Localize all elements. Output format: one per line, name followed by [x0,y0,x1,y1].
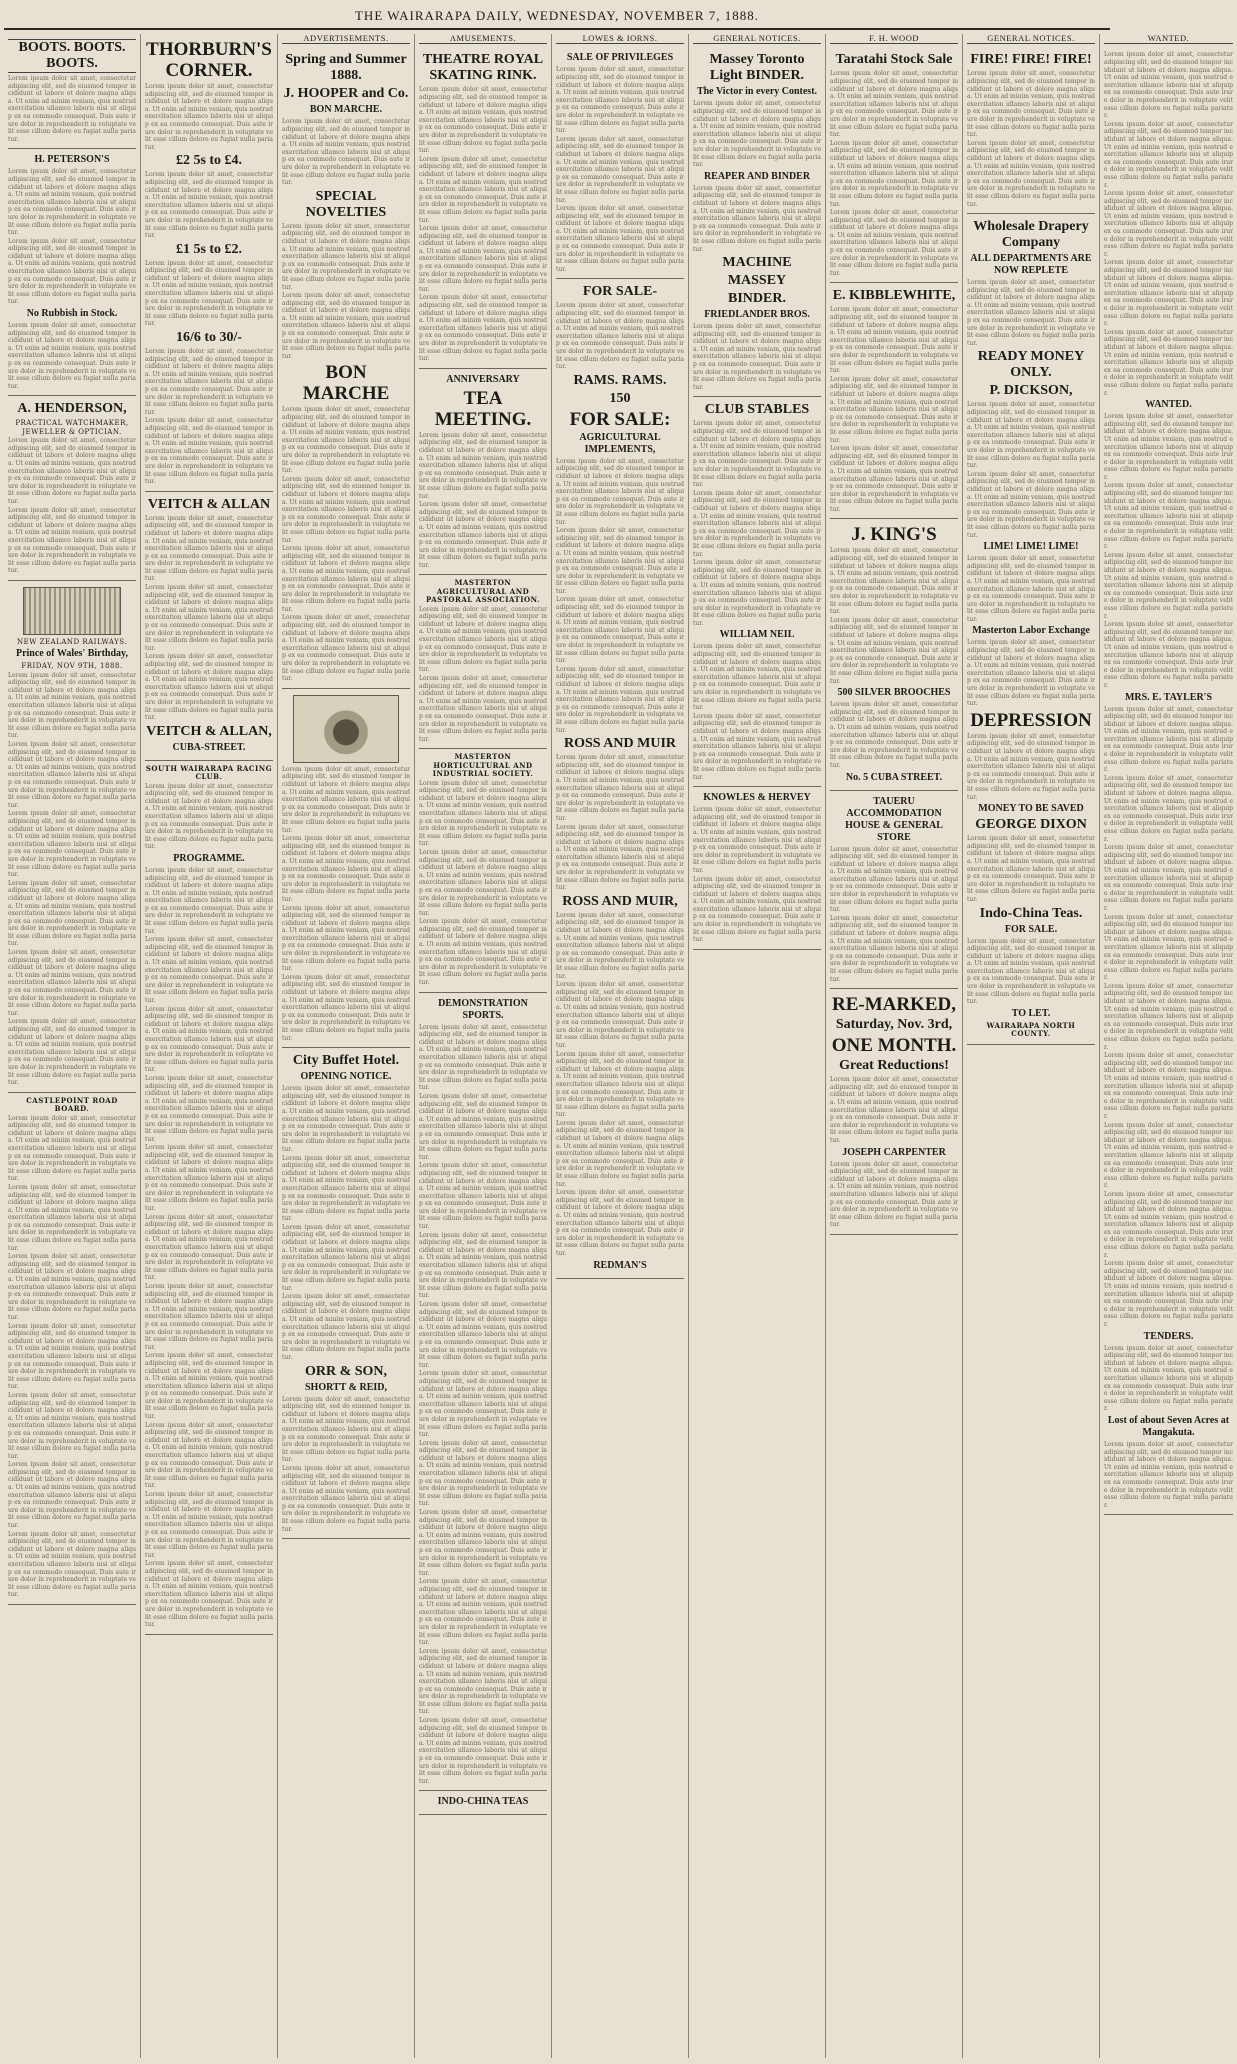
filler-text: Lorem ipsum dolor sit amet, consectetur adipiscing elit, sed do eiusmod tempor incididunt ut labore et dolore magna aliqua. Ut enim ad minim veniam, quis nostrud exercitation ullamco laboris nisi ut aliquip ex ea commodo consequat. Duis aute irure dolor in reprehenderit in voluptate velit esse cillum dolore eu fugiat nulla pariatur. [419,1370,547,1439]
filler-text: Lorem ipsum dolor sit amet, consectetur adipiscing elit, sed do eiusmod tempor incididunt ut labore et dolore magna aliqua. Ut enim ad minim veniam, quis nostrud exercitation ullamco laboris nisi ut aliquip ex ea commodo consequat. Duis aute irure dolor in reprehenderit in voluptate velit esse cillum dolore eu fugiat nulla pariatur. [282,1395,410,1464]
filler-text: Lorem ipsum dolor sit amet, consectetur adipiscing elit, sed do eiusmod tempor incididunt ut labore et dolore magna aliqua. Ut enim ad minim veniam, quis nostrud exercitation ullamco laboris nisi ut aliquip ex ea commodo consequat. Duis aute irure dolor in reprehenderit in voluptate velit esse cillum dolore eu fugiat nulla pariatur. [693,420,821,489]
filler-text: Lorem ipsum dolor sit amet, consectetur adipiscing elit, sed do eiusmod tempor incididunt ut labore et dolore magna aliqua. Ut enim ad minim veniam, quis nostrud exercitation ullamco laboris nisi ut aliquip ex ea commodo consequat. Duis aute irure dolor in reprehenderit in voluptate velit esse cillum dolore eu fugiat nulla pariatur. [8,1114,136,1183]
filler-text: Lorem ipsum dolor sit amet, consectetur adipiscing elit, sed do eiusmod tempor incididunt ut labore et dolore magna aliqua. Ut enim ad minim veniam, quis nostrud exercitation ullamco laboris nisi ut aliquip ex ea commodo consequat. Duis aute irure dolor in reprehenderit in voluptate velit esse cillum dolore eu fugiat nulla pariatur. [830,914,958,983]
buffet-heading: City Buffet Hotel. [292,1053,400,1069]
filler-text: Lorem ipsum dolor sit amet, consectetur adipiscing elit, sed do eiusmod tempor incididunt ut labore et dolore magna aliqua. Ut enim ad minim veniam, quis nostrud exercitation ullamco laboris nisi ut aliquip ex ea commodo consequat. Duis aute irure dolor in reprehenderit in voluptate velit esse cillum dolore eu fugiat nulla pariatur. [282,222,410,291]
ad-tea [419,369,547,576]
filler-text: Lorem ipsum dolor sit amet, consectetur adipiscing elit, sed do eiusmod tempor incididunt ut labore et dolore magna aliqua. Ut enim ad minim veniam, quis nostrud exercitation ullamco laboris nisi ut aliquip ex ea commodo consequat. Duis aute irure dolor in reprehenderit in voluptate velit esse cillum dolore eu fugiat nulla pariatur. [282,475,410,544]
rams-heading: RAMS. RAMS. [573,372,667,388]
filler-text: Lorem ipsum dolor sit amet, consectetur adipiscing elit, sed do eiusmod tempor incididunt ut labore et dolore magna aliqua. Ut enim ad minim veniam, quis nostrud exercitation ullamco laboris nisi ut aliquip ex ea commodo consequat. Duis aute irure dolor in reprehenderit in voluptate velit esse cillum dolore eu fugiat nulla pariatur. [419,86,547,155]
filler-text: Lorem ipsum dolor sit amet, consectetur adipiscing elit, sed do eiusmod tempor incididunt ut labore et dolore magna aliqua. Ut enim ad minim veniam, quis nostrud exercitation ullamco laboris nisi ut aliquip ex ea commodo consequat. Duis aute irure dolor in reprehenderit in voluptate velit esse cillum dolore eu fugiat nulla pariatur. [830,70,958,139]
filler-text: Lorem ipsum dolor sit amet, consectetur adipiscing elit, sed do eiusmod tempor incididunt ut labore et dolore magna aliqua. Ut enim ad minim veniam, quis nostrud exercitation ullamco laboris nisi ut aliquip ex ea commodo consequat. Duis aute irure dolor in reprehenderit in voluptate velit esse cillum dolore eu fugiat nulla pariatur. [556,665,684,734]
filler-text: Lorem ipsum dolor sit amet, consectetur adipiscing elit, sed do eiusmod tempor incididunt ut labore et dolore magna aliqua. Ut enim ad minim veniam, quis nostrud exercitation ullamco laboris nisi ut aliquip ex ea commodo consequat. Duis aute irure dolor in reprehenderit in voluptate velit esse cillum dolore eu fugiat nulla pariatur. [8,1391,136,1460]
filler-text: Lorem ipsum dolor sit amet, consectetur adipiscing elit, sed do eiusmod tempor incididunt ut labore et dolore magna aliqua. Ut enim ad minim veniam, quis nostrud exercitation ullamco laboris nisi ut aliquip ex ea commodo consequat. Duis aute irure dolor in reprehenderit in voluptate velit esse cillum dolore eu fugiat nulla pariatur. [830,209,958,277]
filler-text: Lorem ipsum dolor sit amet, consectetur adipiscing elit, sed do eiusmod tempor incididunt ut labore et dolore magna aliqua. Ut enim ad minim veniam, quis nostrud exercitation ullamco laboris nisi ut aliquip ex ea commodo consequat. Duis aute irure dolor in reprehenderit in voluptate velit esse cillum dolore eu fugiat nulla pariatur. [830,701,958,769]
filler-text: Lorem ipsum dolor sit amet, consectetur adipiscing elit, sed do eiusmod tempor incididunt ut labore et dolore magna aliqua. Ut enim ad minim veniam, quis nostrud exercitation ullamco laboris nisi ut aliquip ex ea commodo consequat. Duis aute irure dolor in reprehenderit in voluptate velit esse cillum dolore eu fugiat nulla pariatur. [1104,705,1233,774]
wanted-heading: WANTED. [1145,399,1192,411]
filler-text: Lorem ipsum dolor sit amet, consectetur adipiscing elit, sed do eiusmod tempor incididunt ut labore et dolore magna aliqua. Ut enim ad minim veniam, quis nostrud exercitation ullamco laboris nisi ut aliquip ex ea commodo consequat. Duis aute irure dolor in reprehenderit in voluptate velit esse cillum dolore eu fugiat nulla pariatur. [282,614,410,683]
william-heading: WILLIAM NEIL [719,629,795,641]
filler-text: Lorem ipsum dolor sit amet, consectetur adipiscing elit, sed do eiusmod tempor incididunt ut labore et dolore magna aliqua. Ut enim ad minim veniam, quis nostrud exercitation ullamco laboris nisi ut aliquip ex ea commodo consequat. Duis aute irure dolor in reprehenderit in voluptate velit esse cillum dolore eu fugiat nulla pariatur. [419,1092,547,1161]
filler-text: Lorem ipsum dolor sit amet, consectetur adipiscing elit, sed do eiusmod tempor incididunt ut labore et dolore magna aliqua. Ut enim ad minim veniam, quis nostrud exercitation ullamco laboris nisi ut aliquip ex ea commodo consequat. Duis aute irure dolor in reprehenderit in voluptate velit esse cillum dolore eu fugiat nulla pariatur. [556,135,684,204]
ad-wanted [1104,47,1233,1515]
filler-text: Lorem ipsum dolor sit amet, consectetur adipiscing elit, sed do eiusmod tempor incididunt ut labore et dolore magna aliqua. Ut enim ad minim veniam, quis nostrud exercitation ullamco laboris nisi ut aliquip ex ea commodo consequat. Duis aute irure dolor in reprehenderit in voluptate velit esse cillum dolore eu fugiat nulla pariatur. [145,1005,273,1074]
filler-text: Lorem ipsum dolor sit amet, consectetur adipiscing elit, sed do eiusmod tempor incididunt ut labore et dolore magna aliqua. Ut enim ad minim veniam, quis nostrud exercitation ullamco laboris nisi ut aliquip ex ea commodo consequat. Duis aute irure dolor in reprehenderit in voluptate velit esse cillum dolore eu fugiat nulla pariatur. [967,555,1095,623]
filler-text: Lorem ipsum dolor sit amet, consectetur adipiscing elit, sed do eiusmod tempor incididunt ut labore et dolore magna aliqua. Ut enim ad minim veniam, quis nostrud exercitation ullamco laboris nisi ut aliquip ex ea commodo consequat. Duis aute irure dolor in reprehenderit in voluptate velit esse cillum dolore eu fugiat nulla pariatur. [8,168,136,237]
crest-image [23,587,121,635]
filler-text: Lorem ipsum dolor sit amet, consectetur adipiscing elit, sed do eiusmod tempor incididunt ut labore et dolore magna aliqua. Ut enim ad minim veniam, quis nostrud exercitation ullamco laboris nisi ut aliquip ex ea commodo consequat. Duis aute irure dolor in reprehenderit in voluptate velit esse cillum dolore eu fugiat nulla pariatur. [145,83,273,151]
filler-text: Lorem ipsum dolor sit amet, consectetur adipiscing elit, sed do eiusmod tempor incididunt ut labore et dolore magna aliqua. Ut enim ad minim veniam, quis nostrud exercitation ullamco laboris nisi ut aliquip ex ea commodo consequat. Duis aute irure dolor in reprehenderit in voluptate velit esse cillum dolore eu fugiat nulla pariatur. [419,501,547,569]
lost-heading: Lost of about Seven Acres at Mangakuta. [1107,1414,1230,1438]
ad-castlepoint [8,1093,136,1605]
redman-heading: REDMAN'S [593,1259,647,1271]
filler-text: Lorem ipsum dolor sit amet, consectetur adipiscing elit, sed do eiusmod tempor incididunt ut labore et dolore magna aliqua. Ut enim ad minim veniam, quis nostrud exercitation ullamco laboris nisi ut aliquip ex ea commodo consequat. Duis aute irure dolor in reprehenderit in voluptate velit esse cillum dolore eu fugiat nulla pariatur. [419,1578,547,1647]
ad-kibblewhite [830,283,958,519]
column-heading: ADVERTISEMENTS. [282,34,410,44]
filler-text: Lorem ipsum dolor sit amet, consectetur adipiscing elit, sed do eiusmod tempor incididunt ut labore et dolore magna aliqua. Ut enim ad minim veniam, quis nostrud exercitation ullamco laboris nisi ut aliquip ex ea commodo consequat. Duis aute irure dolor in reprehenderit in voluptate velit esse cillum dolore eu fugiat nulla pariatur. [419,1162,547,1231]
ad-agri [419,575,547,749]
filler-text: Lorem ipsum dolor sit amet, consectetur adipiscing elit, sed do eiusmod tempor incididunt ut labore et dolore magna aliqua. Ut enim ad minim veniam, quis nostrud exercitation ullamco laboris nisi ut aliquip ex ea commodo consequat. Duis aute irure dolor in reprehenderit in voluptate velit esse cillum dolore eu fugiat nulla pariatur. [8,671,136,740]
filler-text: Lorem ipsum dolor sit amet, consectetur adipiscing elit, sed do eiusmod tempor incididunt ut labore et dolore magna aliqua. Ut enim ad minim veniam, quis nostrud exercitation ullamco laboris nisi ut aliquip ex ea commodo consequat. Duis aute irure dolor in reprehenderit in voluptate velit esse cillum dolore eu fugiat nulla pariatur. [1104,259,1233,328]
filler-text: Lorem ipsum dolor sit amet, consectetur adipiscing elit, sed do eiusmod tempor incididunt ut labore et dolore magna aliqua. Ut enim ad minim veniam, quis nostrud exercitation ullamco laboris nisi ut aliquip ex ea commodo consequat. Duis aute irure dolor in reprehenderit in voluptate velit esse cillum dolore eu fugiat nulla pariatur. [145,653,273,722]
privileges-heading: SALE OF PRIVILEGES [566,52,674,64]
ad-peterson [8,149,136,396]
programme-heading: PROGRAMME. [173,852,245,864]
forsale-heading: FOR SALE- [582,284,658,300]
ross-heading-2: ROSS AND MUIR, [562,893,678,909]
filler-text: Lorem ipsum dolor sit amet, consectetur adipiscing elit, sed do eiusmod tempor incididunt ut labore et dolore magna aliqua. Ut enim ad minim veniam, quis nostrud exercitation ullamco laboris nisi ut aliquip ex ea commodo consequat. Duis aute irure dolor in reprehenderit in voluptate velit esse cillum dolore eu fugiat nulla pariatur. [8,1018,136,1087]
filler-text: Lorem ipsum dolor sit amet, consectetur adipiscing elit, sed do eiusmod tempor incididunt ut labore et dolore magna aliqua. Ut enim ad minim veniam, quis nostrud exercitation ullamco laboris nisi ut aliquip ex ea commodo consequat. Duis aute irure dolor in reprehenderit in voluptate velit esse cillum dolore eu fugiat nulla pariatur. [282,835,410,903]
column-5 [552,34,689,2058]
northcouncil-heading: WAIRARAPA NORTH COUNTY. [986,1020,1076,1039]
filler-text: Lorem ipsum dolor sit amet, consectetur adipiscing elit, sed do eiusmod tempor incididunt ut labore et dolore magna aliqua. Ut enim ad minim veniam, quis nostrud exercitation ullamco laboris nisi ut aliquip ex ea commodo consequat. Duis aute irure dolor in reprehenderit in voluptate velit esse cillum dolore eu fugiat nulla pariatur. [8,506,136,575]
filler-text: Lorem ipsum dolor sit amet, consectetur adipiscing elit, sed do eiusmod tempor incididunt ut labore et dolore magna aliqua. Ut enim ad minim veniam, quis nostrud exercitation ullamco laboris nisi ut aliquip ex ea commodo consequat. Duis aute irure dolor in reprehenderit in voluptate velit esse cillum dolore eu fugiat nulla pariatur. [693,100,821,169]
engraving-image [293,695,399,763]
tenders-heading: TENDERS. [1143,1330,1194,1342]
column-heading: LOWES & IORNS. [556,34,684,44]
taylor-heading: MRS. E. TAYLER'S [1124,691,1213,703]
filler-text: Lorem ipsum dolor sit amet, consectetur adipiscing elit, sed do eiusmod tempor incididunt ut labore et dolore magna aliqua. Ut enim ad minim veniam, quis nostrud exercitation ullamco laboris nisi ut aliquip ex ea commodo consequat. Duis aute irure dolor in reprehenderit in voluptate velit esse cillum dolore eu fugiat nulla pariatur. [419,918,547,987]
tea-heading: TEA MEETING. [434,387,532,430]
filler-text: Lorem ipsum dolor sit amet, consectetur adipiscing elit, sed do eiusmod tempor incididunt ut labore et dolore magna aliqua. Ut enim ad minim veniam, quis nostrud exercitation ullamco laboris nisi ut aliquip ex ea commodo consequat. Duis aute irure dolor in reprehenderit in voluptate velit esse cillum dolore eu fugiat nulla pariatur. [145,259,273,328]
filler-text: Lorem ipsum dolor sit amet, consectetur adipiscing elit, sed do eiusmod tempor incididunt ut labore et dolore magna aliqua. Ut enim ad minim veniam, quis nostrud exercitation ullamco laboris nisi ut aliquip ex ea commodo consequat. Duis aute irure dolor in reprehenderit in voluptate velit esse cillum dolore eu fugiat nulla pariatur. [419,1301,547,1369]
filler-text: Lorem ipsum dolor sit amet, consectetur adipiscing elit, sed do eiusmod tempor incididunt ut labore et dolore magna aliqua. Ut enim ad minim veniam, quis nostrud exercitation ullamco laboris nisi ut aliquip ex ea commodo consequat. Duis aute irure dolor in reprehenderit in voluptate velit esse cillum dolore eu fugiat nulla pariatur. [8,75,136,143]
filler-text: Lorem ipsum dolor sit amet, consectetur adipiscing elit, sed do eiusmod tempor incididunt ut labore et dolore magna aliqua. Ut enim ad minim veniam, quis nostrud exercitation ullamco laboris nisi ut aliquip ex ea commodo consequat. Duis aute irure dolor in reprehenderit in voluptate velit esse cillum dolore eu fugiat nulla pariatur. [556,205,684,273]
thorburn-price-3: 16/6 to 30/- [175,330,243,346]
filler-text: Lorem ipsum dolor sit amet, consectetur adipiscing elit, sed do eiusmod tempor incididunt ut labore et dolore magna aliqua. Ut enim ad minim veniam, quis nostrud exercitation ullamco laboris nisi ut aliquip ex ea commodo consequat. Duis aute irure dolor in reprehenderit in voluptate velit esse cillum dolore eu fugiat nulla pariatur. [419,1717,547,1785]
horticultural-heading: MASTERTON HORTICULTURAL AND INDUSTRIAL SOCIETY. [432,752,534,779]
ad-skating [419,47,547,368]
masthead [4,4,1110,30]
filler-text: Lorem ipsum dolor sit amet, consectetur adipiscing elit, sed do eiusmod tempor incididunt ut labore et dolore magna aliqua. Ut enim ad minim veniam, quis nostrud exercitation ullamco laboris nisi ut aliquip ex ea commodo consequat. Duis aute irure dolor in reprehenderit in voluptate velit esse cillum dolore eu fugiat nulla pariatur. [8,1183,136,1252]
filler-text: Lorem ipsum dolor sit amet, consectetur adipiscing elit, sed do eiusmod tempor incididunt ut labore et dolore magna aliqua. Ut enim ad minim veniam, quis nostrud exercitation ullamco laboris nisi ut aliquip ex ea commodo consequat. Duis aute irure dolor in reprehenderit in voluptate velit esse cillum dolore eu fugiat nulla pariatur. [282,1154,410,1223]
filler-text: Lorem ipsum dolor sit amet, consectetur adipiscing elit, sed do eiusmod tempor incididunt ut labore et dolore magna aliqua. Ut enim ad minim veniam, quis nostrud exercitation ullamco laboris nisi ut aliquip ex ea commodo consequat. Duis aute irure dolor in reprehenderit in voluptate velit esse cillum dolore eu fugiat nulla pariatur. [693,184,821,253]
filler-text: Lorem ipsum dolor sit amet, consectetur adipiscing elit, sed do eiusmod tempor incididunt ut labore et dolore magna aliqua. Ut enim ad minim veniam, quis nostrud exercitation ullamco laboris nisi ut aliquip ex ea commodo consequat. Duis aute irure dolor in reprehenderit in voluptate velit esse cillum dolore eu fugiat nulla pariatur. [556,823,684,892]
cuba-street: CUBA-STREET. [172,741,246,753]
filler-text: Lorem ipsum dolor sit amet, consectetur adipiscing elit, sed do eiusmod tempor incididunt ut labore et dolore magna aliqua. Ut enim ad minim veniam, quis nostrud exercitation ullamco laboris nisi ut aliquip ex ea commodo consequat. Duis aute irure dolor in reprehenderit in voluptate velit esse cillum dolore eu fugiat nulla pariatur. [145,936,273,1004]
thorburn-heading: THORBURN'S CORNER. [146,39,272,81]
ad-illustration [282,689,410,1048]
filler-text: Lorem ipsum dolor sit amet, consectetur adipiscing elit, sed do eiusmod tempor incididunt ut labore et dolore magna aliqua. Ut enim ad minim veniam, quis nostrud exercitation ullamco laboris nisi ut aliquip ex ea commodo consequat. Duis aute irure dolor in reprehenderit in voluptate velit esse cillum dolore eu fugiat nulla pariatur. [556,911,684,980]
filler-text: Lorem ipsum dolor sit amet, consectetur adipiscing elit, sed do eiusmod tempor incididunt ut labore et dolore magna aliqua. Ut enim ad minim veniam, quis nostrud exercitation ullamco laboris nisi ut aliquip ex ea commodo consequat. Duis aute irure dolor in reprehenderit in voluptate velit esse cillum dolore eu fugiat nulla pariatur. [282,118,410,187]
filler-text: Lorem ipsum dolor sit amet, consectetur adipiscing elit, sed do eiusmod tempor incididunt ut labore et dolore magna aliqua. Ut enim ad minim veniam, quis nostrud exercitation ullamco laboris nisi ut aliquip ex ea commodo consequat. Duis aute irure dolor in reprehenderit in voluptate velit esse cillum dolore eu fugiat nulla pariatur. [693,806,821,874]
boots-heading: BOOTS. BOOTS. BOOTS. [8,39,136,73]
kibblewhite-heading: E. KIBBLEWHITE, [832,288,956,304]
filler-text: Lorem ipsum dolor sit amet, consectetur adipiscing elit, sed do eiusmod tempor incididunt ut labore et dolore magna aliqua. Ut enim ad minim veniam, quis nostrud exercitation ullamco laboris nisi ut aliquip ex ea commodo consequat. Duis aute irure dolor in reprehenderit in voluptate velit esse cillum dolore eu fugiat nulla pariatur. [282,973,410,1042]
filler-text: Lorem ipsum dolor sit amet, consectetur adipiscing elit, sed do eiusmod tempor incididunt ut labore et dolore magna aliqua. Ut enim ad minim veniam, quis nostrud exercitation ullamco laboris nisi ut aliquip ex ea commodo consequat. Duis aute irure dolor in reprehenderit in voluptate velit esse cillum dolore eu fugiat nulla pariatur. [419,1231,547,1300]
ad-fire [967,47,1095,214]
filler-text: Lorem ipsum dolor sit amet, consectetur adipiscing elit, sed do eiusmod tempor incididunt ut labore et dolore magna aliqua. Ut enim ad minim veniam, quis nostrud exercitation ullamco laboris nisi ut aliquip ex ea commodo consequat. Duis aute irure dolor in reprehenderit in voluptate velit esse cillum dolore eu fugiat nulla pariatur. [145,1560,273,1629]
filler-text: Lorem ipsum dolor sit amet, consectetur adipiscing elit, sed do eiusmod tempor incididunt ut labore et dolore magna aliqua. Ut enim ad minim veniam, quis nostrud exercitation ullamco laboris nisi ut aliquip ex ea commodo consequat. Duis aute irure dolor in reprehenderit in voluptate velit esse cillum dolore eu fugiat nulla pariatur. [1104,551,1233,620]
filler-text: Lorem ipsum dolor sit amet, consectetur adipiscing elit, sed do eiusmod tempor incididunt ut labore et dolore magna aliqua. Ut enim ad minim veniam, quis nostrud exercitation ullamco laboris nisi ut aliquip ex ea commodo consequat. Duis aute irure dolor in reprehenderit in voluptate velit esse cillum dolore eu fugiat nulla pariatur. [693,875,821,944]
filler-text: Lorem ipsum dolor sit amet, consectetur adipiscing elit, sed do eiusmod tempor incididunt ut labore et dolore magna aliqua. Ut enim ad minim veniam, quis nostrud exercitation ullamco laboris nisi ut aliquip ex ea commodo consequat. Duis aute irure dolor in reprehenderit in voluptate velit esse cillum dolore eu fugiat nulla pariatur. [8,810,136,879]
filler-text: Lorem ipsum dolor sit amet, consectetur adipiscing elit, sed do eiusmod tempor incididunt ut labore et dolore magna aliqua. Ut enim ad minim veniam, quis nostrud exercitation ullamco laboris nisi ut aliquip ex ea commodo consequat. Duis aute irure dolor in reprehenderit in voluptate velit esse cillum dolore eu fugiat nulla pariatur. [282,545,410,613]
filler-text: Lorem ipsum dolor sit amet, consectetur adipiscing elit, sed do eiusmod tempor incididunt ut labore et dolore magna aliqua. Ut enim ad minim veniam, quis nostrud exercitation ullamco laboris nisi ut aliquip ex ea commodo consequat. Duis aute irure dolor in reprehenderit in voluptate velit esse cillum dolore eu fugiat nulla pariatur. [830,445,958,513]
ad-taratahi [830,47,958,283]
filler-text: Lorem ipsum dolor sit amet, consectetur adipiscing elit, sed do eiusmod tempor incididunt ut labore et dolore magna aliqua. Ut enim ad minim veniam, quis nostrud exercitation ullamco laboris nisi ut aliquip ex ea commodo consequat. Duis aute irure dolor in reprehenderit in voluptate velit esse cillum dolore eu fugiat nulla pariatur. [419,779,547,848]
ross-heading: ROSS AND MUIR [563,736,676,752]
filler-text: Lorem ipsum dolor sit amet, consectetur adipiscing elit, sed do eiusmod tempor incididunt ut labore et dolore magna aliqua. Ut enim ad minim veniam, quis nostrud exercitation ullamco laboris nisi ut aliquip ex ea commodo consequat. Duis aute irure dolor in reprehenderit in voluptate velit esse cillum dolore eu fugiat nulla pariatur. [419,1647,547,1716]
filler-text: Lorem ipsum dolor sit amet, consectetur adipiscing elit, sed do eiusmod tempor incididunt ut labore et dolore magna aliqua. Ut enim ad minim veniam, quis nostrud exercitation ullamco laboris nisi ut aliquip ex ea commodo consequat. Duis aute irure dolor in reprehenderit in voluptate velit esse cillum dolore eu fugiat nulla pariatur. [145,866,273,935]
agri-implements: AGRICULTURAL IMPLEMENTS, [579,431,661,455]
filler-text: Lorem ipsum dolor sit amet, consectetur adipiscing elit, sed do eiusmod tempor incididunt ut labore et dolore magna aliqua. Ut enim ad minim veniam, quis nostrud exercitation ullamco laboris nisi ut aliquip ex ea commodo consequat. Duis aute irure dolor in reprehenderit in voluptate velit esse cillum dolore eu fugiat nulla pariatur. [830,616,958,685]
filler-text: Lorem ipsum dolor sit amet, consectetur adipiscing elit, sed do eiusmod tempor incididunt ut labore et dolore magna aliqua. Ut enim ad minim veniam, quis nostrud exercitation ullamco laboris nisi ut aliquip ex ea commodo consequat. Duis aute irure dolor in reprehenderit in voluptate velit esse cillum dolore eu fugiat nulla pariatur. [556,1119,684,1188]
departments-heading: ALL DEPARTMENTS ARE NOW REPLETE [970,253,1092,277]
filler-text: Lorem ipsum dolor sit amet, consectetur adipiscing elit, sed do eiusmod tempor incididunt ut labore et dolore magna aliqua. Ut enim ad minim veniam, quis nostrud exercitation ullamco laboris nisi ut aliquip ex ea commodo consequat. Duis aute irure dolor in reprehenderit in voluptate velit esse cillum dolore eu fugiat nulla pariatur. [556,302,684,371]
ad-boots [8,34,136,149]
tolet-heading: TO LET. [1011,1007,1051,1019]
filler-text: Lorem ipsum dolor sit amet, consectetur adipiscing elit, sed do eiusmod tempor incididunt ut labore et dolore magna aliqua. Ut enim ad minim veniam, quis nostrud exercitation ullamco laboris nisi ut aliquip ex ea commodo consequat. Duis aute irure dolor in reprehenderit in voluptate velit esse cillum dolore eu fugiat nulla pariatur. [556,754,684,822]
filler-text: Lorem ipsum dolor sit amet, consectetur adipiscing elit, sed do eiusmod tempor incididunt ut labore et dolore magna aliqua. Ut enim ad minim veniam, quis nostrud exercitation ullamco laboris nisi ut aliquip ex ea commodo consequat. Duis aute irure dolor in reprehenderit in voluptate velit esse cillum dolore eu fugiat nulla pariatur. [830,845,958,914]
machine-heading: MACHINE [722,255,792,271]
ready-heading: READY MONEY ONLY. [977,349,1085,381]
forsale-heading-3: FOR SALE. [1004,923,1058,935]
henderson-heading: A. HENDERSON, [17,401,127,417]
filler-text: Lorem ipsum dolor sit amet, consectetur adipiscing elit, sed do eiusmod tempor incididunt ut labore et dolore magna aliqua. Ut enim ad minim veniam, quis nostrud exercitation ullamco laboris nisi ut aliquip ex ea commodo consequat. Duis aute irure dolor in reprehenderit in voluptate velit esse cillum dolore eu fugiat nulla pariatur. [556,527,684,595]
filler-text: Lorem ipsum dolor sit amet, consectetur adipiscing elit, sed do eiusmod tempor incididunt ut labore et dolore magna aliqua. Ut enim ad minim veniam, quis nostrud exercitation ullamco laboris nisi ut aliquip ex ea commodo consequat. Duis aute irure dolor in reprehenderit in voluptate velit esse cillum dolore eu fugiat nulla pariatur. [556,457,684,526]
taratahi-heading: Taratahi Stock Sale [835,52,953,68]
filler-text: Lorem ipsum dolor sit amet, consectetur adipiscing elit, sed do eiusmod tempor incididunt ut labore et dolore magna aliqua. Ut enim ad minim veniam, quis nostrud exercitation ullamco laboris nisi ut aliquip ex ea commodo consequat. Duis aute irure dolor in reprehenderit in voluptate velit esse cillum dolore eu fugiat nulla pariatur. [145,171,273,240]
filler-text: Lorem ipsum dolor sit amet, consectetur adipiscing elit, sed do eiusmod tempor incididunt ut labore et dolore magna aliqua. Ut enim ad minim veniam, quis nostrud exercitation ullamco laboris nisi ut aliquip ex ea commodo consequat. Duis aute irure dolor in reprehenderit in voluptate velit esse cillum dolore eu fugiat nulla pariatur. [1104,1344,1233,1413]
filler-text: Lorem ipsum dolor sit amet, consectetur adipiscing elit, sed do eiusmod tempor incididunt ut labore et dolore magna aliqua. Ut enim ad minim veniam, quis nostrud exercitation ullamco laboris nisi ut aliquip ex ea commodo consequat. Duis aute irure dolor in reprehenderit in voluptate velit esse cillum dolore eu fugiat nulla pariatur. [693,559,821,627]
jking-heading: J. KING'S [851,524,937,546]
ad-horticultural [419,749,547,992]
filler-text: Lorem ipsum dolor sit amet, consectetur adipiscing elit, sed do eiusmod tempor incididunt ut labore et dolore magna aliqua. Ut enim ad minim veniam, quis nostrud exercitation ullamco laboris nisi ut aliquip ex ea commodo consequat. Duis aute irure dolor in reprehenderit in voluptate velit esse cillum dolore eu fugiat nulla pariatur. [8,741,136,809]
ad-massey [693,47,821,397]
reaper-heading: REAPER AND BINDER [703,170,811,182]
filler-text: Lorem ipsum dolor sit amet, consectetur adipiscing elit, sed do eiusmod tempor incididunt ut labore et dolore magna aliqua. Ut enim ad minim veniam, quis nostrud exercitation ullamco laboris nisi ut aliquip ex ea commodo consequat. Duis aute irure dolor in reprehenderit in voluptate velit esse cillum dolore eu fugiat nulla pariatur. [1104,1121,1233,1190]
filler-text: Lorem ipsum dolor sit amet, consectetur adipiscing elit, sed do eiusmod tempor incididunt ut labore et dolore magna aliqua. Ut enim ad minim veniam, quis nostrud exercitation ullamco laboris nisi ut aliquip ex ea commodo consequat. Duis aute irure dolor in reprehenderit in voluptate velit esse cillum dolore eu fugiat nulla pariatur. [8,879,136,948]
filler-text: Lorem ipsum dolor sit amet, consectetur adipiscing elit, sed do eiusmod tempor incididunt ut labore et dolore magna aliqua. Ut enim ad minim veniam, quis nostrud exercitation ullamco laboris nisi ut aliquip ex ea commodo consequat. Duis aute irure dolor in reprehenderit in voluptate velit esse cillum dolore eu fugiat nulla pariatur. [145,782,273,851]
filler-text: Lorem ipsum dolor sit amet, consectetur adipiscing elit, sed do eiusmod tempor incididunt ut labore et dolore magna aliqua. Ut enim ad minim veniam, quis nostrud exercitation ullamco laboris nisi ut aliquip ex ea commodo consequat. Duis aute irure dolor in reprehenderit in voluptate velit esse cillum dolore eu fugiat nulla pariatur. [967,937,1095,1006]
filler-text: Lorem ipsum dolor sit amet, consectetur adipiscing elit, sed do eiusmod tempor incididunt ut labore et dolore magna aliqua. Ut enim ad minim veniam, quis nostrud exercitation ullamco laboris nisi ut aliquip ex ea commodo consequat. Duis aute irure dolor in reprehenderit in voluptate velit esse cillum dolore eu fugiat nulla pariatur. [8,322,136,390]
filler-text: Lorem ipsum dolor sit amet, consectetur adipiscing elit, sed do eiusmod tempor incididunt ut labore et dolore magna aliqua. Ut enim ad minim veniam, quis nostrud exercitation ullamco laboris nisi ut aliquip ex ea commodo consequat. Duis aute irure dolor in reprehenderit in voluptate velit esse cillum dolore eu fugiat nulla pariatur. [556,66,684,135]
columns [4,33,1233,2058]
indo-heading: INDO-CHINA TEAS [437,1796,529,1808]
binder-heading: BINDER. [728,291,786,307]
filler-text: Lorem ipsum dolor sit amet, consectetur adipiscing elit, sed do eiusmod tempor incididunt ut labore et dolore magna aliqua. Ut enim ad minim veniam, quis nostrud exercitation ullamco laboris nisi ut aliquip ex ea commodo consequat. Duis aute irure dolor in reprehenderit in voluptate velit esse cillum dolore eu fugiat nulla pariatur. [419,605,547,674]
filler-text: Lorem ipsum dolor sit amet, consectetur adipiscing elit, sed do eiusmod tempor incididunt ut labore et dolore magna aliqua. Ut enim ad minim veniam, quis nostrud exercitation ullamco laboris nisi ut aliquip ex ea commodo consequat. Duis aute irure dolor in reprehenderit in voluptate velit esse cillum dolore eu fugiat nulla pariatur. [967,279,1095,347]
fire-heading: FIRE! FIRE! FIRE! [970,52,1092,68]
reductions-heading: Great Reductions! [839,1058,949,1074]
peterson-heading: H. PETERSON'S [34,154,110,166]
veitch-heading: VEITCH & ALLAN [147,496,271,512]
knowles-heading: KNOWLES & HERVEY [703,792,811,804]
demo-heading: DEMONSTRATION SPORTS. [438,997,528,1021]
filler-text: Lorem ipsum dolor sit amet, consectetur adipiscing elit, sed do eiusmod tempor incididunt ut labore et dolore magna aliqua. Ut enim ad minim veniam, quis nostrud exercitation ullamco laboris nisi ut aliquip ex ea commodo consequat. Duis aute irure dolor in reprehenderit in voluptate velit esse cillum dolore eu fugiat nulla pariatur. [8,1461,136,1530]
filler-text: Lorem ipsum dolor sit amet, consectetur adipiscing elit, sed do eiusmod tempor incididunt ut labore et dolore magna aliqua. Ut enim ad minim veniam, quis nostrud exercitation ullamco laboris nisi ut aliquip ex ea commodo consequat. Duis aute irure dolor in reprehenderit in voluptate velit esse cillum dolore eu fugiat nulla pariatur. [8,437,136,505]
filler-text: Lorem ipsum dolor sit amet, consectetur adipiscing elit, sed do eiusmod tempor incididunt ut labore et dolore magna aliqua. Ut enim ad minim veniam, quis nostrud exercitation ullamco laboris nisi ut aliquip ex ea commodo consequat. Duis aute irure dolor in reprehenderit in voluptate velit esse cillum dolore eu fugiat nulla pariatur. [419,1439,547,1508]
filler-text: Lorem ipsum dolor sit amet, consectetur adipiscing elit, sed do eiusmod tempor incididunt ut labore et dolore magna aliqua. Ut enim ad minim veniam, quis nostrud exercitation ullamco laboris nisi ut aliquip ex ea commodo consequat. Duis aute irure dolor in reprehenderit in voluptate velit esse cillum dolore eu fugiat nulla pariatur. [419,1023,547,1092]
castlepoint-heading: CASTLEPOINT ROAD BOARD. [26,1095,118,1114]
filler-text: Lorem ipsum dolor sit amet, consectetur adipiscing elit, sed do eiusmod tempor incididunt ut labore et dolore magna aliqua. Ut enim ad minim veniam, quis nostrud exercitation ullamco laboris nisi ut aliquip ex ea commodo consequat. Duis aute irure dolor in reprehenderit in voluptate velit esse cillum dolore eu fugiat nulla pariatur. [145,584,273,652]
filler-text: Lorem ipsum dolor sit amet, consectetur adipiscing elit, sed do eiusmod tempor incididunt ut labore et dolore magna aliqua. Ut enim ad minim veniam, quis nostrud exercitation ullamco laboris nisi ut aliquip ex ea commodo consequat. Duis aute irure dolor in reprehenderit in voluptate velit esse cillum dolore eu fugiat nulla pariatur. [282,1464,410,1533]
dixon-heading: GEORGE DIXON [975,817,1087,833]
masthead-title: THE WAIRARAPA DAILY, WEDNESDAY, NOVEMBER 7, 1888. [354,8,760,23]
column-1 [4,34,141,2058]
railways-heading: NEW ZEALAND RAILWAYS. [17,637,127,646]
ad-jking [830,519,958,790]
thorburn-price-2: £1 5s to £2. [175,241,243,257]
filler-text: Lorem ipsum dolor sit amet, consectetur adipiscing elit, sed do eiusmod tempor incididunt ut labore et dolore magna aliqua. Ut enim ad minim veniam, quis nostrud exercitation ullamco laboris nisi ut aliquip ex ea commodo consequat. Duis aute irure dolor in reprehenderit in voluptate velit esse cillum dolore eu fugiat nulla pariatur. [693,712,821,781]
column-heading: WANTED. [1104,34,1233,44]
filler-text: Lorem ipsum dolor sit amet, consectetur adipiscing elit, sed do eiusmod tempor incididunt ut labore et dolore magna aliqua. Ut enim ad minim veniam, quis nostrud exercitation ullamco laboris nisi ut aliquip ex ea commodo consequat. Duis aute irure dolor in reprehenderit in voluptate velit esse cillum dolore eu fugiat nulla pariatur. [419,848,547,917]
column-heading: F. H. WOOD [830,34,958,44]
filler-text: Lorem ipsum dolor sit amet, consectetur adipiscing elit, sed do eiusmod tempor incididunt ut labore et dolore magna aliqua. Ut enim ad minim veniam, quis nostrud exercitation ullamco laboris nisi ut aliquip ex ea commodo consequat. Duis aute irure dolor in reprehenderit in voluptate velit esse cillum dolore eu fugiat nulla pariatur. [8,1322,136,1391]
taueru-heading: TAUERU ACCOMMODATION HOUSE & GENERAL STORE [845,795,943,843]
filler-text: Lorem ipsum dolor sit amet, consectetur adipiscing elit, sed do eiusmod tempor incididunt ut labore et dolore magna aliqua. Ut enim ad minim veniam, quis nostrud exercitation ullamco laboris nisi ut aliquip ex ea commodo consequat. Duis aute irure dolor in reprehenderit in voluptate velit esse cillum dolore eu fugiat nulla pariatur. [830,375,958,444]
ad-forsale [556,279,684,1278]
filler-text: Lorem ipsum dolor sit amet, consectetur adipiscing elit, sed do eiusmod tempor incididunt ut labore et dolore magna aliqua. Ut enim ad minim veniam, quis nostrud exercitation ullamco laboris nisi ut aliquip ex ea commodo consequat. Duis aute irure dolor in reprehenderit in voluptate velit esse cillum dolore eu fugiat nulla pariatur. [145,417,273,486]
ad-spring [282,47,410,688]
silver-heading: 500 SILVER BROOCHES [837,687,951,699]
dickson-heading: P. DICKSON, [989,383,1073,399]
column-6 [689,34,826,2058]
agri-heading: MASTERTON AGRICULTURAL AND PASTORAL ASSOCIATION. [425,578,540,605]
filler-text: Lorem ipsum dolor sit amet, consectetur adipiscing elit, sed do eiusmod tempor incididunt ut labore et dolore magna aliqua. Ut enim ad minim veniam, quis nostrud exercitation ullamco laboris nisi ut aliquip ex ea commodo consequat. Duis aute irure dolor in reprehenderit in voluptate velit esse cillum dolore eu fugiat nulla pariatur. [282,1293,410,1361]
column-4 [415,34,552,2058]
column-7 [826,34,963,2058]
ad-knowles [693,787,821,950]
filler-text: Lorem ipsum dolor sit amet, consectetur adipiscing elit, sed do eiusmod tempor incididunt ut labore et dolore magna aliqua. Ut enim ad minim veniam, quis nostrud exercitation ullamco laboris nisi ut aliquip ex ea commodo consequat. Duis aute irure dolor in reprehenderit in voluptate velit esse cillum dolore eu fugiat nulla pariatur. [145,1074,273,1143]
ad-remarked [830,989,958,1235]
remarked-heading: RE-MARKED, [831,994,957,1016]
club-heading: CLUB STABLES [704,402,810,418]
column-heading: GENERAL NOTICES. [693,34,821,44]
filler-text: Lorem ipsum dolor sit amet, consectetur adipiscing elit, sed do eiusmod tempor incididunt ut labore et dolore magna aliqua. Ut enim ad minim veniam, quis nostrud exercitation ullamco laboris nisi ut aliquip ex ea commodo consequat. Duis aute irure dolor in reprehenderit in voluptate velit esse cillum dolore eu fugiat nulla pariatur. [145,1421,273,1490]
filler-text: Lorem ipsum dolor sit amet, consectetur adipiscing elit, sed do eiusmod tempor incididunt ut labore et dolore magna aliqua. Ut enim ad minim veniam, quis nostrud exercitation ullamco laboris nisi ut aliquip ex ea commodo consequat. Duis aute irure dolor in reprehenderit in voluptate velit esse cillum dolore eu fugiat nulla pariatur. [419,431,547,500]
filler-text: Lorem ipsum dolor sit amet, consectetur adipiscing elit, sed do eiusmod tempor incididunt ut labore et dolore magna aliqua. Ut enim ad minim veniam, quis nostrud exercitation ullamco laboris nisi ut aliquip ex ea commodo consequat. Duis aute irure dolor in reprehenderit in voluptate velit esse cillum dolore eu fugiat nulla pariatur. [967,835,1095,903]
column-9 [1100,34,1237,2058]
filler-text: Lorem ipsum dolor sit amet, consectetur adipiscing elit, sed do eiusmod tempor incididunt ut labore et dolore magna aliqua. Ut enim ad minim veniam, quis nostrud exercitation ullamco laboris nisi ut aliquip ex ea commodo consequat. Duis aute irure dolor in reprehenderit in voluptate velit esse cillum dolore eu fugiat nulla pariatur. [145,1282,273,1351]
massey-heading: Massey Toronto Light BINDER. [709,52,805,84]
saturday-heading: Saturday, Nov. 3rd, [835,1017,953,1033]
filler-text: Lorem ipsum dolor sit amet, consectetur adipiscing elit, sed do eiusmod tempor incididunt ut labore et dolore magna aliqua. Ut enim ad minim veniam, quis nostrud exercitation ullamco laboris nisi ut aliquip ex ea commodo consequat. Duis aute irure dolor in reprehenderit in voluptate velit esse cillum dolore eu fugiat nulla pariatur. [830,1160,958,1229]
filler-text: Lorem ipsum dolor sit amet, consectetur adipiscing elit, sed do eiusmod tempor incididunt ut labore et dolore magna aliqua. Ut enim ad minim veniam, quis nostrud exercitation ullamco laboris nisi ut aliquip ex ea commodo consequat. Duis aute irure dolor in reprehenderit in voluptate velit esse cillum dolore eu fugiat nulla pariatur. [693,489,821,558]
ad-racing [145,761,273,1635]
massey-sub: The Victor in every Contest. [696,86,818,98]
filler-text: Lorem ipsum dolor sit amet, consectetur adipiscing elit, sed do eiusmod tempor incididunt ut labore et dolore magna aliqua. Ut enim ad minim veniam, quis nostrud exercitation ullamco laboris nisi ut aliquip ex ea commodo consequat. Duis aute irure dolor in reprehenderit in voluptate velit esse cillum dolore eu fugiat nulla pariatur. [1104,1190,1233,1259]
ad-club [693,397,821,787]
cuba-street-heading: No. 5 CUBA STREET. [845,771,943,783]
depression-heading: DEPRESSION [970,709,1092,731]
filler-text: Lorem ipsum dolor sit amet, consectetur adipiscing elit, sed do eiusmod tempor incididunt ut labore et dolore magna aliqua. Ut enim ad minim veniam, quis nostrud exercitation ullamco laboris nisi ut aliquip ex ea commodo consequat. Duis aute irure dolor in reprehenderit in voluptate velit esse cillum dolore eu fugiat nulla pariatur. [693,323,821,391]
filler-text: Lorem ipsum dolor sit amet, consectetur adipiscing elit, sed do eiusmod tempor incididunt ut labore et dolore magna aliqua. Ut enim ad minim veniam, quis nostrud exercitation ullamco laboris nisi ut aliquip ex ea commodo consequat. Duis aute irure dolor in reprehenderit in voluptate velit esse cillum dolore eu fugiat nulla pariatur. [282,904,410,973]
filler-text: Lorem ipsum dolor sit amet, consectetur adipiscing elit, sed do eiusmod tempor incididunt ut labore et dolore magna aliqua. Ut enim ad minim veniam, quis nostrud exercitation ullamco laboris nisi ut aliquip ex ea commodo consequat. Duis aute irure dolor in reprehenderit in voluptate velit esse cillum dolore eu fugiat nulla pariatur. [967,139,1095,208]
filler-text: Lorem ipsum dolor sit amet, consectetur adipiscing elit, sed do eiusmod tempor incididunt ut labore et dolore magna aliqua. Ut enim ad minim veniam, quis nostrud exercitation ullamco laboris nisi ut aliquip ex ea commodo consequat. Duis aute irure dolor in reprehenderit in voluptate velit esse cillum dolore eu fugiat nulla pariatur. [145,514,273,583]
spring-heading: Spring and Summer 1888. [285,52,407,84]
filler-text: Lorem ipsum dolor sit amet, consectetur adipiscing elit, sed do eiusmod tempor incididunt ut labore et dolore magna aliqua. Ut enim ad minim veniam, quis nostrud exercitation ullamco laboris nisi ut aliquip ex ea commodo consequat. Duis aute irure dolor in reprehenderit in voluptate velit esse cillum dolore eu fugiat nulla pariatur. [967,70,1095,139]
filler-text: Lorem ipsum dolor sit amet, consectetur adipiscing elit, sed do eiusmod tempor incididunt ut labore et dolore magna aliqua. Ut enim ad minim veniam, quis nostrud exercitation ullamco laboris nisi ut aliquip ex ea commodo consequat. Duis aute irure dolor in reprehenderit in voluptate velit esse cillum dolore eu fugiat nulla pariatur. [830,1076,958,1144]
filler-text: Lorem ipsum dolor sit amet, consectetur adipiscing elit, sed do eiusmod tempor incididunt ut labore et dolore magna aliqua. Ut enim ad minim veniam, quis nostrud exercitation ullamco laboris nisi ut aliquip ex ea commodo consequat. Duis aute irure dolor in reprehenderit in voluptate velit esse cillum dolore eu fugiat nulla pariatur. [419,294,547,363]
indo-heading-2: Indo-China Teas. [979,905,1083,921]
filler-text: Lorem ipsum dolor sit amet, consectetur adipiscing elit, sed do eiusmod tempor incididunt ut labore et dolore magna aliqua. Ut enim ad minim veniam, quis nostrud exercitation ullamco laboris nisi ut aliquip ex ea commodo consequat. Duis aute irure dolor in reprehenderit in voluptate velit esse cillum dolore eu fugiat nulla pariatur. [1104,982,1233,1051]
ad-henderson [8,396,136,581]
money-heading: MONEY TO BE SAVED [978,803,1084,815]
friedlander-heading: FRIEDLANDER BROS. [704,309,810,321]
hooper-heading: J. HOOPER and Co. [283,86,409,102]
column-heading: GENERAL NOTICES. [967,34,1095,44]
filler-text: Lorem ipsum dolor sit amet, consectetur adipiscing elit, sed do eiusmod tempor incididunt ut labore et dolore magna aliqua. Ut enim ad minim veniam, quis nostrud exercitation ullamco laboris nisi ut aliquip ex ea commodo consequat. Duis aute irure dolor in reprehenderit in voluptate velit esse cillum dolore eu fugiat nulla pariatur. [556,981,684,1049]
henderson-sub: PRACTICAL WATCHMAKER, JEWELLER & OPTICIAN. [15,419,129,436]
filler-text: Lorem ipsum dolor sit amet, consectetur adipiscing elit, sed do eiusmod tempor incididunt ut labore et dolore magna aliqua. Ut enim ad minim veniam, quis nostrud exercitation ullamco laboris nisi ut aliquip ex ea commodo consequat. Duis aute irure dolor in reprehenderit in voluptate velit esse cillum dolore eu fugiat nulla pariatur. [145,1352,273,1421]
column-3 [278,34,415,2058]
labor-heading: Masterton Labor Exchange [972,625,1090,637]
filler-text: Lorem ipsum dolor sit amet, consectetur adipiscing elit, sed do eiusmod tempor incididunt ut labore et dolore magna aliqua. Ut enim ad minim veniam, quis nostrud exercitation ullamco laboris nisi ut aliquip ex ea commodo consequat. Duis aute irure dolor in reprehenderit in voluptate velit esse cillum dolore eu fugiat nulla pariatur. [1104,328,1233,397]
shortt-heading: SHORTT & REID, [305,1381,387,1393]
rams-count: 150 [609,390,631,406]
filler-text: Lorem ipsum dolor sit amet, consectetur adipiscing elit, sed do eiusmod tempor incididunt ut labore et dolore magna aliqua. Ut enim ad minim veniam, quis nostrud exercitation ullamco laboris nisi ut aliquip ex ea commodo consequat. Duis aute irure dolor in reprehenderit in voluptate velit esse cillum dolore eu fugiat nulla pariatur. [693,643,821,712]
ad-taueru [830,791,958,990]
filler-text: Lorem ipsum dolor sit amet, consectetur adipiscing elit, sed do eiusmod tempor incididunt ut labore et dolore magna aliqua. Ut enim ad minim veniam, quis nostrud exercitation ullamco laboris nisi ut aliquip ex ea commodo consequat. Duis aute irure dolor in reprehenderit in voluptate velit esse cillum dolore eu fugiat nulla pariatur. [145,1213,273,1282]
filler-text: Lorem ipsum dolor sit amet, consectetur adipiscing elit, sed do eiusmod tempor incididunt ut labore et dolore magna aliqua. Ut enim ad minim veniam, quis nostrud exercitation ullamco laboris nisi ut aliquip ex ea commodo consequat. Duis aute irure dolor in reprehenderit in voluptate velit esse cillum dolore eu fugiat nulla pariatur. [556,1189,684,1257]
filler-text: Lorem ipsum dolor sit amet, consectetur adipiscing elit, sed do eiusmod tempor incididunt ut labore et dolore magna aliqua. Ut enim ad minim veniam, quis nostrud exercitation ullamco laboris nisi ut aliquip ex ea commodo consequat. Duis aute irure dolor in reprehenderit in voluptate velit esse cillum dolore eu fugiat nulla pariatur. [1104,190,1233,258]
lime-heading: LIME! LIME! LIME! [983,541,1079,553]
filler-text: Lorem ipsum dolor sit amet, consectetur adipiscing elit, sed do eiusmod tempor incididunt ut labore et dolore magna aliqua. Ut enim ad minim veniam, quis nostrud exercitation ullamco laboris nisi ut aliquip ex ea commodo consequat. Duis aute irure dolor in reprehenderit in voluptate velit esse cillum dolore eu fugiat nulla pariatur. [830,547,958,616]
filler-text: Lorem ipsum dolor sit amet, consectetur adipiscing elit, sed do eiusmod tempor incididunt ut labore et dolore magna aliqua. Ut enim ad minim veniam, quis nostrud exercitation ullamco laboris nisi ut aliquip ex ea commodo consequat. Duis aute irure dolor in reprehenderit in voluptate velit esse cillum dolore eu fugiat nulla pariatur. [8,237,136,306]
thorburn-price-1: £2 5s to £4. [175,153,243,169]
filler-text: Lorem ipsum dolor sit amet, consectetur adipiscing elit, sed do eiusmod tempor incididunt ut labore et dolore magna aliqua. Ut enim ad minim veniam, quis nostrud exercitation ullamco laboris nisi ut aliquip ex ea commodo consequat. Duis aute irure dolor in reprehenderit in voluptate velit esse cillum dolore eu fugiat nulla pariatur. [830,306,958,375]
filler-text: Lorem ipsum dolor sit amet, consectetur adipiscing elit, sed do eiusmod tempor incididunt ut labore et dolore magna aliqua. Ut enim ad minim veniam, quis nostrud exercitation ullamco laboris nisi ut aliquip ex ea commodo consequat. Duis aute irure dolor in reprehenderit in voluptate velit esse cillum dolore eu fugiat nulla pariatur. [145,348,273,416]
ad-veitch [145,492,273,761]
filler-text: Lorem ipsum dolor sit amet, consectetur adipiscing elit, sed do eiusmod tempor incididunt ut labore et dolore magna aliqua. Ut enim ad minim veniam, quis nostrud exercitation ullamco laboris nisi ut aliquip ex ea commodo consequat. Duis aute irure dolor in reprehenderit in voluptate velit esse cillum dolore eu fugiat nulla pariatur. [967,639,1095,708]
filler-text: Lorem ipsum dolor sit amet, consectetur adipiscing elit, sed do eiusmod tempor incididunt ut labore et dolore magna aliqua. Ut enim ad minim veniam, quis nostrud exercitation ullamco laboris nisi ut aliquip ex ea commodo consequat. Duis aute irure dolor in reprehenderit in voluptate velit esse cillum dolore eu fugiat nulla pariatur. [1104,844,1233,912]
filler-text: Lorem ipsum dolor sit amet, consectetur adipiscing elit, sed do eiusmod tempor incididunt ut labore et dolore magna aliqua. Ut enim ad minim veniam, quis nostrud exercitation ullamco laboris nisi ut aliquip ex ea commodo consequat. Duis aute irure dolor in reprehenderit in voluptate velit esse cillum dolore eu fugiat nulla pariatur. [419,675,547,743]
special-heading: SPECIAL NOVELTIES [305,188,387,220]
bonmarche-heading-2: BON MARCHE [302,362,390,405]
ad-demo [419,993,547,1792]
ad-thorburn [145,34,273,492]
filler-text: Lorem ipsum dolor sit amet, consectetur adipiscing elit, sed do eiusmod tempor incididunt ut labore et dolore magna aliqua. Ut enim ad minim veniam, quis nostrud exercitation ullamco laboris nisi ut aliquip ex ea commodo consequat. Duis aute irure dolor in reprehenderit in voluptate velit esse cillum dolore eu fugiat nulla pariatur. [1104,51,1233,120]
filler-text: Lorem ipsum dolor sit amet, consectetur adipiscing elit, sed do eiusmod tempor incididunt ut labore et dolore magna aliqua. Ut enim ad minim veniam, quis nostrud exercitation ullamco laboris nisi ut aliquip ex ea commodo consequat. Duis aute irure dolor in reprehenderit in voluptate velit esse cillum dolore eu fugiat nulla pariatur. [282,1223,410,1292]
racing-heading: SOUTH WAIRARAPA RACING CLUB. [145,763,273,782]
column-2 [141,34,278,2058]
filler-text: Lorem ipsum dolor sit amet, consectetur adipiscing elit, sed do eiusmod tempor incididunt ut labore et dolore magna aliqua. Ut enim ad minim veniam, quis nostrud exercitation ullamco laboris nisi ut aliquip ex ea commodo consequat. Duis aute irure dolor in reprehenderit in voluptate velit esse cillum dolore eu fugiat nulla pariatur. [1104,482,1233,551]
filler-text: Lorem ipsum dolor sit amet, consectetur adipiscing elit, sed do eiusmod tempor incididunt ut labore et dolore magna aliqua. Ut enim ad minim veniam, quis nostrud exercitation ullamco laboris nisi ut aliquip ex ea commodo consequat. Duis aute irure dolor in reprehenderit in voluptate velit esse cillum dolore eu fugiat nulla pariatur. [419,1509,547,1577]
filler-text: Lorem ipsum dolor sit amet, consectetur adipiscing elit, sed do eiusmod tempor incididunt ut labore et dolore magna aliqua. Ut enim ad minim veniam, quis nostrud exercitation ullamco laboris nisi ut aliquip ex ea commodo consequat. Duis aute irure dolor in reprehenderit in voluptate velit esse cillum dolore eu fugiat nulla pariatur. [556,1050,684,1119]
ad-wholesale [967,214,1095,1045]
filler-text: Lorem ipsum dolor sit amet, consectetur adipiscing elit, sed do eiusmod tempor incididunt ut labore et dolore magna aliqua. Ut enim ad minim veniam, quis nostrud exercitation ullamco laboris nisi ut aliquip ex ea commodo consequat. Duis aute irure dolor in reprehenderit in voluptate velit esse cillum dolore eu fugiat nulla pariatur. [1104,774,1233,843]
filler-text: Lorem ipsum dolor sit amet, consectetur adipiscing elit, sed do eiusmod tempor incididunt ut labore et dolore magna aliqua. Ut enim ad minim veniam, quis nostrud exercitation ullamco laboris nisi ut aliquip ex ea commodo consequat. Duis aute irure dolor in reprehenderit in voluptate velit esse cillum dolore eu fugiat nulla pariatur. [1104,413,1233,481]
filler-text: Lorem ipsum dolor sit amet, consectetur adipiscing elit, sed do eiusmod tempor incididunt ut labore et dolore magna aliqua. Ut enim ad minim veniam, quis nostrud exercitation ullamco laboris nisi ut aliquip ex ea commodo consequat. Duis aute irure dolor in reprehenderit in voluptate velit esse cillum dolore eu fugiat nulla pariatur. [1104,1260,1233,1328]
veitch-heading-2: VEITCH & ALLAN, [146,723,272,739]
filler-text: Lorem ipsum dolor sit amet, consectetur adipiscing elit, sed do eiusmod tempor incididunt ut labore et dolore magna aliqua. Ut enim ad minim veniam, quis nostrud exercitation ullamco laboris nisi ut aliquip ex ea commodo consequat. Duis aute irure dolor in reprehenderit in voluptate velit esse cillum dolore eu fugiat nulla pariatur. [419,155,547,224]
anniversary-heading: ANNIVERSARY [446,373,520,385]
filler-text: Lorem ipsum dolor sit amet, consectetur adipiscing elit, sed do eiusmod tempor incididunt ut labore et dolore magna aliqua. Ut enim ad minim veniam, quis nostrud exercitation ullamco laboris nisi ut aliquip ex ea commodo consequat. Duis aute irure dolor in reprehenderit in voluptate velit esse cillum dolore eu fugiat nulla pariatur. [8,1253,136,1321]
filler-text: Lorem ipsum dolor sit amet, consectetur adipiscing elit, sed do eiusmod tempor incididunt ut labore et dolore magna aliqua. Ut enim ad minim veniam, quis nostrud exercitation ullamco laboris nisi ut aliquip ex ea commodo consequat. Duis aute irure dolor in reprehenderit in voluptate velit esse cillum dolore eu fugiat nulla pariatur. [1104,1052,1233,1120]
filler-text: Lorem ipsum dolor sit amet, consectetur adipiscing elit, sed do eiusmod tempor incididunt ut labore et dolore magna aliqua. Ut enim ad minim veniam, quis nostrud exercitation ullamco laboris nisi ut aliquip ex ea commodo consequat. Duis aute irure dolor in reprehenderit in voluptate velit esse cillum dolore eu fugiat nulla pariatur. [830,139,958,208]
filler-text: Lorem ipsum dolor sit amet, consectetur adipiscing elit, sed do eiusmod tempor incididunt ut labore et dolore magna aliqua. Ut enim ad minim veniam, quis nostrud exercitation ullamco laboris nisi ut aliquip ex ea commodo consequat. Duis aute irure dolor in reprehenderit in voluptate velit esse cillum dolore eu fugiat nulla pariatur. [8,1530,136,1599]
ad-indo [419,1791,547,1815]
filler-text: Lorem ipsum dolor sit amet, consectetur adipiscing elit, sed do eiusmod tempor incididunt ut labore et dolore magna aliqua. Ut enim ad minim veniam, quis nostrud exercitation ullamco laboris nisi ut aliquip ex ea commodo consequat. Duis aute irure dolor in reprehenderit in voluptate velit esse cillum dolore eu fugiat nulla pariatur. [1104,621,1233,689]
massey-heading-2: MASSEY [727,273,787,289]
filler-text: Lorem ipsum dolor sit amet, consectetur adipiscing elit, sed do eiusmod tempor incididunt ut labore et dolore magna aliqua. Ut enim ad minim veniam, quis nostrud exercitation ullamco laboris nisi ut aliquip ex ea commodo consequat. Duis aute irure dolor in reprehenderit in voluptate velit esse cillum dolore eu fugiat nulla pariatur. [145,1144,273,1213]
filler-text: Lorem ipsum dolor sit amet, consectetur adipiscing elit, sed do eiusmod tempor incididunt ut labore et dolore magna aliqua. Ut enim ad minim veniam, quis nostrud exercitation ullamco laboris nisi ut aliquip ex ea commodo consequat. Duis aute irure dolor in reprehenderit in voluptate velit esse cillum dolore eu fugiat nulla pariatur. [8,949,136,1017]
rubbish-line: No Rubbish in Stock. [26,308,118,320]
filler-text: Lorem ipsum dolor sit amet, consectetur adipiscing elit, sed do eiusmod tempor incididunt ut labore et dolore magna aliqua. Ut enim ad minim veniam, quis nostrud exercitation ullamco laboris nisi ut aliquip ex ea commodo consequat. Duis aute irure dolor in reprehenderit in voluptate velit esse cillum dolore eu fugiat nulla pariatur. [282,1085,410,1153]
column-8 [963,34,1100,2058]
forsale-heading-2: FOR SALE: [569,408,671,430]
opening-heading: OPENING NOTICE. [300,1071,392,1083]
one-month-heading: ONE MONTH. [831,1035,957,1057]
skating-heading: THEATRE ROYAL SKATING RINK. [422,52,544,84]
wholesale-heading: Wholesale Drapery Company [973,219,1089,251]
bonmarche-heading: BON MARCHE. [309,104,383,116]
birthday-heading: Prince of Wales' Birthday, [15,648,129,660]
filler-text: Lorem ipsum dolor sit amet, consectetur adipiscing elit, sed do eiusmod tempor incididunt ut labore et dolore magna aliqua. Ut enim ad minim veniam, quis nostrud exercitation ullamco laboris nisi ut aliquip ex ea commodo consequat. Duis aute irure dolor in reprehenderit in voluptate velit esse cillum dolore eu fugiat nulla pariatur. [1104,1440,1233,1509]
ad-railways [8,581,136,1093]
filler-text: Lorem ipsum dolor sit amet, consectetur adipiscing elit, sed do eiusmod tempor incididunt ut labore et dolore magna aliqua. Ut enim ad minim veniam, quis nostrud exercitation ullamco laboris nisi ut aliquip ex ea commodo consequat. Duis aute irure dolor in reprehenderit in voluptate velit esse cillum dolore eu fugiat nulla pariatur. [282,765,410,834]
filler-text: Lorem ipsum dolor sit amet, consectetur adipiscing elit, sed do eiusmod tempor incididunt ut labore et dolore magna aliqua. Ut enim ad minim veniam, quis nostrud exercitation ullamco laboris nisi ut aliquip ex ea commodo consequat. Duis aute irure dolor in reprehenderit in voluptate velit esse cillum dolore eu fugiat nulla pariatur. [419,225,547,293]
filler-text: Lorem ipsum dolor sit amet, consectetur adipiscing elit, sed do eiusmod tempor incididunt ut labore et dolore magna aliqua. Ut enim ad minim veniam, quis nostrud exercitation ullamco laboris nisi ut aliquip ex ea commodo consequat. Duis aute irure dolor in reprehenderit in voluptate velit esse cillum dolore eu fugiat nulla pariatur. [282,292,410,360]
filler-text: Lorem ipsum dolor sit amet, consectetur adipiscing elit, sed do eiusmod tempor incididunt ut labore et dolore magna aliqua. Ut enim ad minim veniam, quis nostrud exercitation ullamco laboris nisi ut aliquip ex ea commodo consequat. Duis aute irure dolor in reprehenderit in voluptate velit esse cillum dolore eu fugiat nulla pariatur. [556,596,684,665]
column-heading: AMUSEMENTS. [419,34,547,44]
filler-text: Lorem ipsum dolor sit amet, consectetur adipiscing elit, sed do eiusmod tempor incididunt ut labore et dolore magna aliqua. Ut enim ad minim veniam, quis nostrud exercitation ullamco laboris nisi ut aliquip ex ea commodo consequat. Duis aute irure dolor in reprehenderit in voluptate velit esse cillum dolore eu fugiat nulla pariatur. [1104,913,1233,982]
ad-privileges [556,47,684,279]
filler-text: Lorem ipsum dolor sit amet, consectetur adipiscing elit, sed do eiusmod tempor incididunt ut labore et dolore magna aliqua. Ut enim ad minim veniam, quis nostrud exercitation ullamco laboris nisi ut aliquip ex ea commodo consequat. Duis aute irure dolor in reprehenderit in voluptate velit esse cillum dolore eu fugiat nulla pariatur. [1104,120,1233,189]
orr-heading: ORR & SON, [304,1363,388,1379]
filler-text: Lorem ipsum dolor sit amet, consectetur adipiscing elit, sed do eiusmod tempor incididunt ut labore et dolore magna aliqua. Ut enim ad minim veniam, quis nostrud exercitation ullamco laboris nisi ut aliquip ex ea commodo consequat. Duis aute irure dolor in reprehenderit in voluptate velit esse cillum dolore eu fugiat nulla pariatur. [145,1491,273,1559]
carpenter-heading: JOSEPH CARPENTER [842,1146,946,1158]
birthday-date: FRIDAY, NOV 9TH, 1888. [21,662,123,671]
ad-buffet [282,1048,410,1539]
filler-text: Lorem ipsum dolor sit amet, consectetur adipiscing elit, sed do eiusmod tempor incididunt ut labore et dolore magna aliqua. Ut enim ad minim veniam, quis nostrud exercitation ullamco laboris nisi ut aliquip ex ea commodo consequat. Duis aute irure dolor in reprehenderit in voluptate velit esse cillum dolore eu fugiat nulla pariatur. [282,406,410,475]
filler-text: Lorem ipsum dolor sit amet, consectetur adipiscing elit, sed do eiusmod tempor incididunt ut labore et dolore magna aliqua. Ut enim ad minim veniam, quis nostrud exercitation ullamco laboris nisi ut aliquip ex ea commodo consequat. Duis aute irure dolor in reprehenderit in voluptate velit esse cillum dolore eu fugiat nulla pariatur. [967,470,1095,539]
filler-text: Lorem ipsum dolor sit amet, consectetur adipiscing elit, sed do eiusmod tempor incididunt ut labore et dolore magna aliqua. Ut enim ad minim veniam, quis nostrud exercitation ullamco laboris nisi ut aliquip ex ea commodo consequat. Duis aute irure dolor in reprehenderit in voluptate velit esse cillum dolore eu fugiat nulla pariatur. [967,401,1095,470]
filler-text: Lorem ipsum dolor sit amet, consectetur adipiscing elit, sed do eiusmod tempor incididunt ut labore et dolore magna aliqua. Ut enim ad minim veniam, quis nostrud exercitation ullamco laboris nisi ut aliquip ex ea commodo consequat. Duis aute irure dolor in reprehenderit in voluptate velit esse cillum dolore eu fugiat nulla pariatur. [967,732,1095,801]
